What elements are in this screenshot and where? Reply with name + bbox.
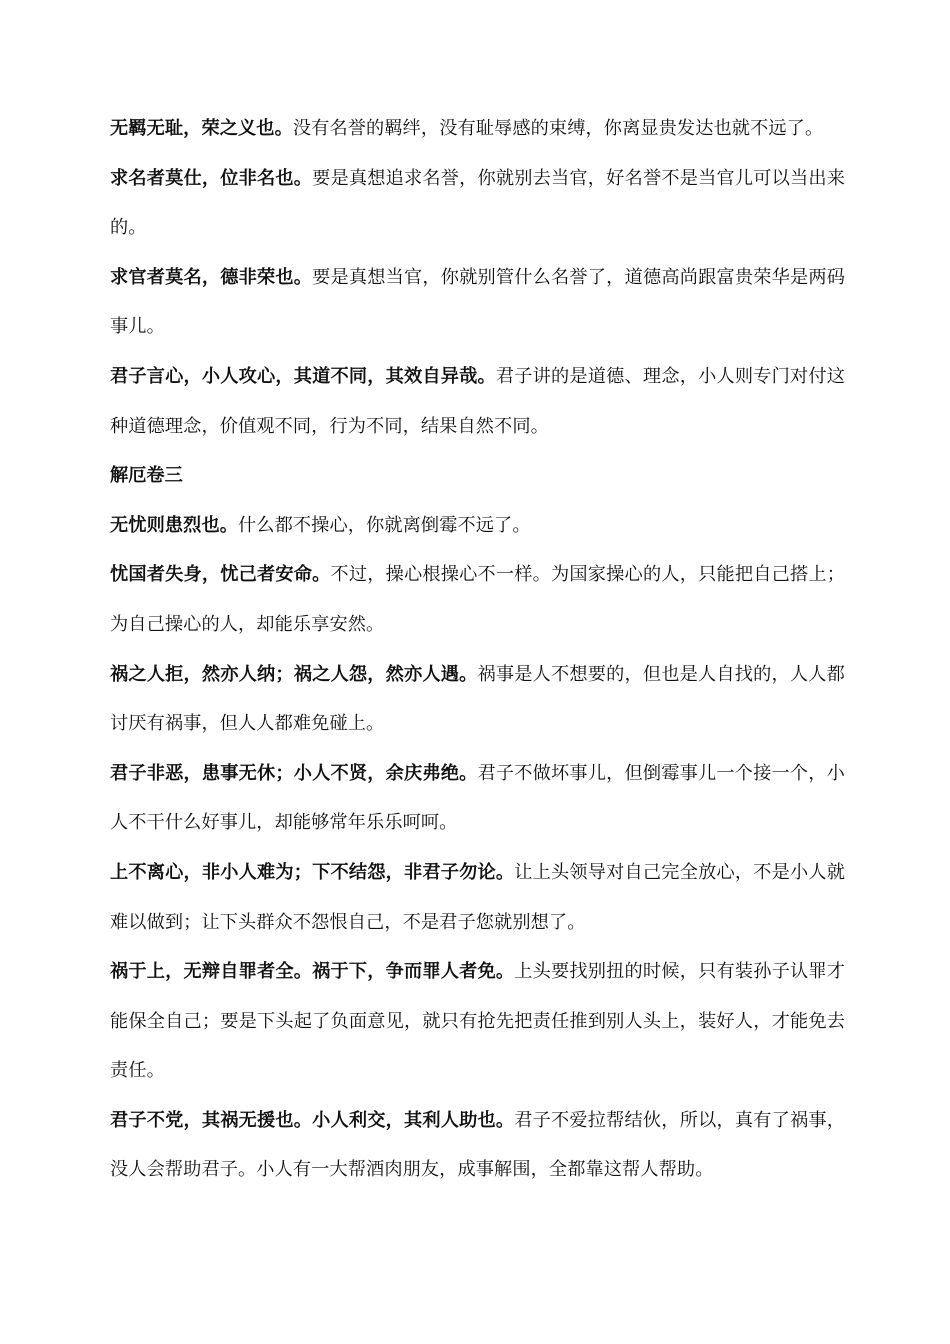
paragraph-6 (110, 550, 845, 649)
explanation-text: 不过，操心根操心不一样。为国家操心的人，只能把自己搭上；为自己操心的人，却能乐享安然。 (110, 564, 845, 635)
document-page (110, 104, 845, 1195)
classical-quote: 无羁无耻，荣之义也。 (110, 118, 293, 139)
paragraph-8 (110, 749, 845, 848)
classical-quote: 君子非恶，患事无休；小人不贤，余庆弗绝。 (110, 762, 478, 784)
paragraph-10 (110, 947, 845, 1096)
explanation-text: 什么都不操心，你就离倒霉不远了。 (238, 514, 531, 536)
paragraph-11 (110, 1096, 845, 1195)
explanation-text: 君子不爱拉帮结伙，所以，真有了祸事，没人会帮助君子。小人有一大帮酒肉朋友，成事解围，全都靠这帮人帮助。 (110, 1109, 845, 1181)
classical-quote: 君子言心，小人攻心，其道不同，其效自异哉。 (110, 365, 496, 387)
classical-quote: 君子不党，其祸无援也。小人利交，其利人助也。 (110, 1109, 515, 1131)
classical-quote: 祸之人拒，然亦人纳；祸之人怨，然亦人遇。 (110, 663, 478, 685)
classical-quote: 无忧则患烈也。 (110, 514, 239, 536)
paragraph-7 (110, 650, 845, 749)
explanation-text: 君子不做坏事儿，但倒霉事儿一个接一个，小人不干什么好事儿，却能够常年乐乐呵呵。 (110, 762, 845, 834)
explanation-text: 君子讲的是道德、理念，小人则专门对付这种道德理念，价值观不同，行为不同，结果自然不同。 (110, 365, 845, 437)
paragraph-9 (110, 848, 845, 947)
explanation-text: 要是真想当官，你就别管什么名誉了，道德高尚跟富贵荣华是两码事儿。 (110, 266, 845, 338)
explanation-text: 让上头领导对自己完全放心，不是小人就难以做到；让下头群众不怨恨自己，不是君子您就别想了。 (110, 861, 845, 933)
explanation-text: 要是真想追求名誉，你就别去当官，好名誉不是当官儿可以当出来的。 (110, 167, 845, 239)
classical-quote: 忧国者失身，忧己者安命。 (110, 564, 331, 586)
explanation-text: 祸事是人不想要的，但也是人自找的，人人都讨厌有祸事，但人人都难免碰上。 (110, 663, 845, 735)
classical-quote: 祸于上，无辩自罪者全。祸于下，争而罪人者免。 (110, 961, 515, 983)
classical-quote: 求官者莫名，德非荣也。 (110, 266, 313, 288)
paragraph-5 (110, 501, 845, 551)
paragraph-1 (110, 104, 845, 154)
classical-quote: 上不离心，非小人难为；下不结怨，非君子勿论。 (110, 861, 515, 883)
explanation-text: 上头要找别扭的时候，只有装孙子认罪才能保全自己；要是下头起了负面意见，就只有抢先把责任推到别人头上，装好人，才能免去责任。 (110, 961, 845, 1082)
classical-quote: 求名者莫仕，位非名也。 (110, 167, 313, 189)
paragraph-2 (110, 154, 845, 253)
paragraph-3 (110, 253, 845, 352)
explanation-text: 没有名誉的羁绊，没有耻辱感的束缚，你离显贵发达也就不远了。 (292, 118, 824, 139)
paragraph-4 (110, 352, 845, 451)
section-heading: 解厄卷三 (110, 465, 183, 487)
